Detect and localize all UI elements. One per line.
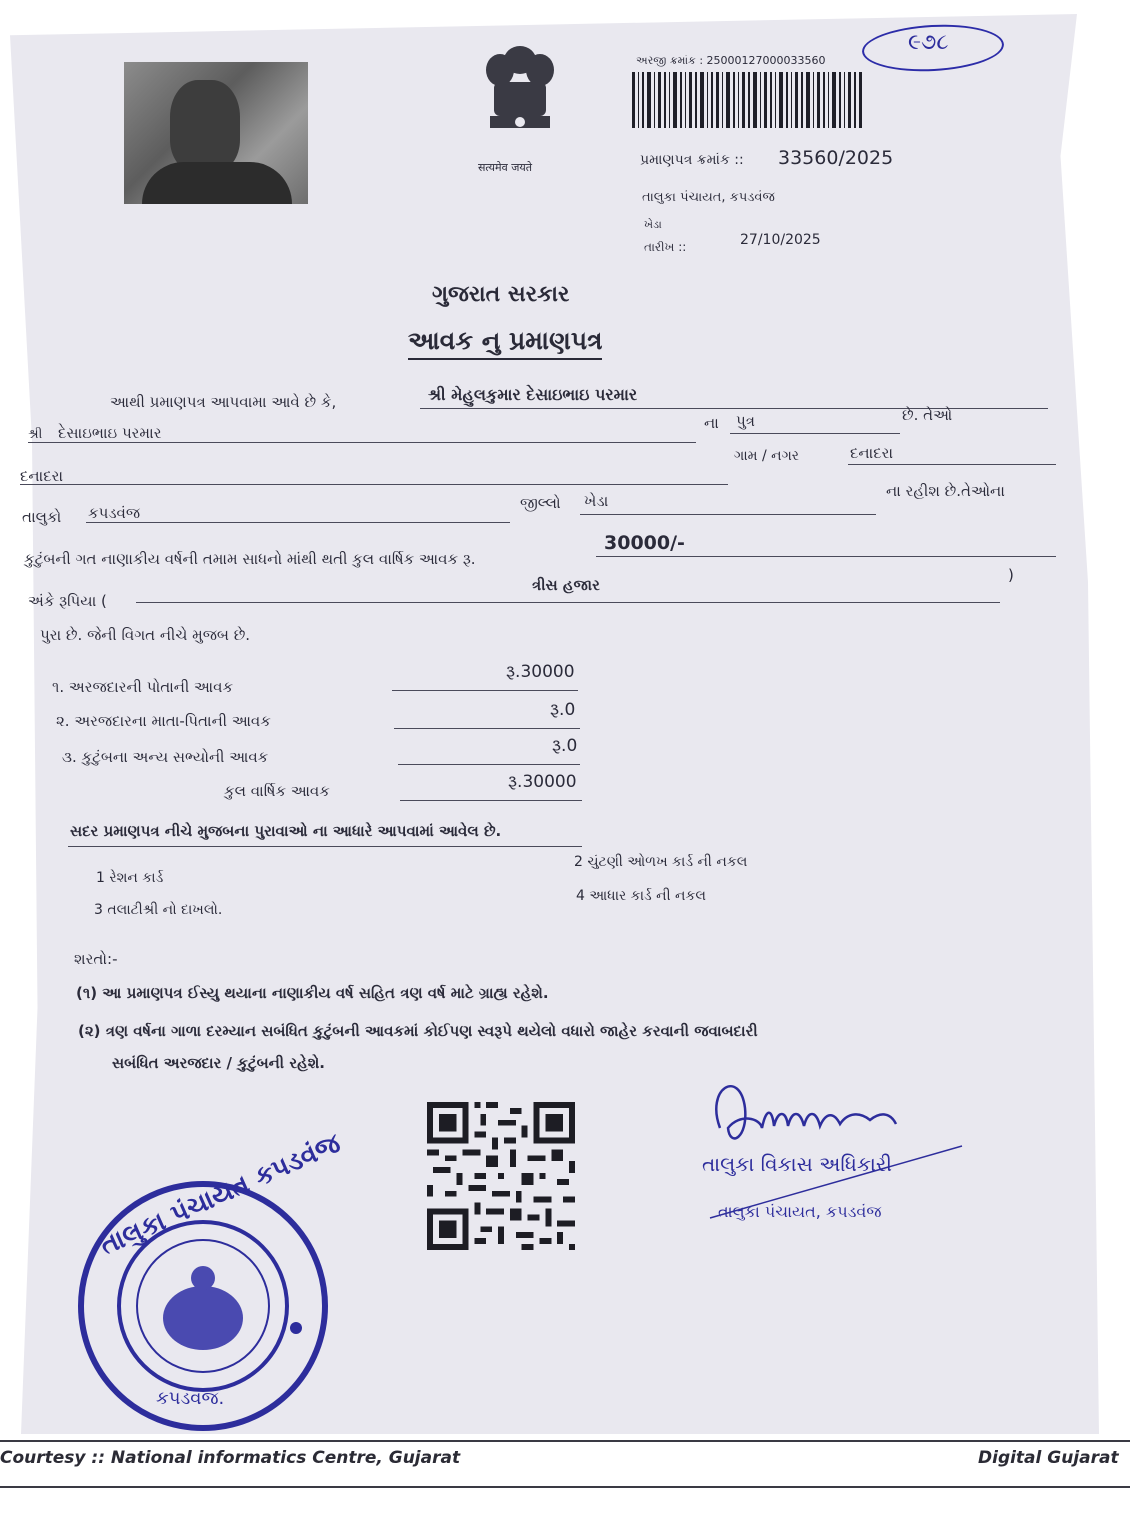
income-words: ત્રીસ હજાર bbox=[532, 576, 600, 594]
barcode bbox=[632, 72, 862, 128]
evidence-item-1: 1 રેશન કાર્ડ bbox=[96, 870, 164, 886]
handwritten-number: ૯૭૮ bbox=[908, 30, 949, 55]
seal-text: તાલુકા પંચાયત કપડવંજ bbox=[96, 1128, 345, 1262]
breakdown-value-total: રૂ.30000 bbox=[508, 772, 577, 792]
village-label: ગામ / નગર bbox=[734, 448, 800, 464]
qr-code bbox=[426, 1102, 576, 1250]
certificate-no: 33560/2025 bbox=[778, 147, 894, 169]
breakdown-value-2: રૂ.0 bbox=[550, 700, 576, 720]
breakdown-label-2: ૨. અરજદારના માતા-પિતાની આવક bbox=[56, 712, 271, 730]
seal-bottom-text: કપડવંજ. bbox=[156, 1388, 225, 1409]
condition-1: (૧) આ પ્રમાણપત્ર ઈસ્યુ થયાના નાણાકીય વર્ષ સહિત ત્રણ વર્ષ માટે ગ્રાહ્ય રહેશે. bbox=[76, 984, 549, 1002]
issuing-district: ખેડા bbox=[644, 218, 662, 231]
che-teo-label: છે. તેઓ bbox=[902, 406, 953, 424]
breakdown-label-total: કુલ વાર્ષિક આવક bbox=[224, 782, 330, 800]
application-number: અરજી ક્રમાંક : 25000127000033560 bbox=[636, 54, 826, 67]
condition-2a: (૨) ત્રણ વર્ષના ગાળા દરમ્યાન સબંધિત કુટુંબની આવકમાં કોઈપણ સ્વરૂપે થયેલો વધારો જાહેર કરવાની જવાબદારી bbox=[78, 1022, 758, 1040]
district-label: જીલ્લો bbox=[520, 494, 561, 512]
certificate-no-label: પ્રમાણપત્ર ક્રમાંક :: bbox=[640, 152, 744, 168]
condition-2b: સબંધિત અરજદાર / કુટુંબની રહેશે. bbox=[112, 1054, 325, 1072]
close-paren: ) bbox=[1008, 566, 1014, 584]
relation: પુત્ર bbox=[736, 412, 755, 430]
breakdown-value-3: રૂ.0 bbox=[552, 736, 578, 756]
national-emblem-icon bbox=[472, 42, 568, 162]
district: ખેડા bbox=[584, 492, 609, 510]
father-name: દેસાઇભાઇ પરમાર bbox=[58, 424, 162, 442]
footer-brand: Digital Gujarat bbox=[978, 1448, 1119, 1468]
breakdown-label-1: ૧. અરજદારની પોતાની આવક bbox=[52, 678, 234, 696]
applicant-name: શ્રી મેહુલકુમાર દેસાઇભાઇ પરમાર bbox=[428, 385, 638, 404]
details-text: પુરા છે. જેની વિગત નીચે મુજબ છે. bbox=[40, 626, 251, 644]
signatory-office: તાલુકા પંચાયત, કપડવંજ bbox=[718, 1202, 882, 1221]
income-text: કુટુંબની ગત નાણાકીય વર્ષની તમામ સાધનો માંથી થતી કુલ વાર્ષિક આવક રૂ. bbox=[24, 550, 476, 568]
government-title: ગુજરાત સરકાર bbox=[432, 282, 570, 307]
village: દનાદરા bbox=[850, 444, 894, 462]
evidence-heading: સદર પ્રમાણપત્ર નીચે મુજબના પુરાવાઓ ના આધારે આપવામાં આવેલ છે. bbox=[70, 822, 502, 840]
breakdown-value-1: રૂ.30000 bbox=[506, 662, 575, 682]
signatory-designation: તાલુકા વિકાસ અધિકારી bbox=[702, 1152, 892, 1176]
evidence-item-4: 4 આધાર કાર્ડ ની નકલ bbox=[576, 888, 706, 904]
issuing-office: તાલુકા પંચાયત, કપડવંજ bbox=[642, 190, 775, 205]
breakdown-label-3: ૩. કુટુંબના અન્ય સભ્યોની આવક bbox=[62, 748, 269, 766]
date-label: તારીખ :: bbox=[644, 240, 687, 254]
address: દનાદરા bbox=[20, 467, 64, 485]
na-label: ના bbox=[704, 414, 719, 432]
evidence-item-2: 2 ચુંટણી ઓળખ કાર્ડ ની નકલ bbox=[574, 854, 748, 870]
applicant-photo bbox=[124, 62, 308, 204]
income-amount: 30000/- bbox=[604, 532, 685, 554]
intro-text: આથી પ્રમાણપત્ર આપવામા આવે છે કે, bbox=[110, 393, 337, 411]
evidence-item-3: 3 તલાટીશ્રી નો દાખલો. bbox=[94, 902, 223, 918]
resident-text: ના રહીશ છે.તેઓના bbox=[886, 482, 1005, 500]
footer-courtesy: Courtesy :: National informatics Centre, Gujarat bbox=[0, 1448, 461, 1468]
issue-date: 27/10/2025 bbox=[740, 232, 821, 248]
emblem-motto: सत्यमेव जयते bbox=[478, 161, 533, 174]
words-label: અંકે રૂપિયા ( bbox=[28, 592, 107, 610]
shri-label: શ્રી bbox=[28, 427, 43, 442]
conditions-heading: શરતો:- bbox=[74, 950, 118, 968]
taluka-label: તાલુકો bbox=[22, 508, 62, 526]
certificate-title: આવક નુ પ્રમાણપત્ર bbox=[408, 326, 602, 360]
taluka: કપડવંજ bbox=[88, 504, 141, 522]
